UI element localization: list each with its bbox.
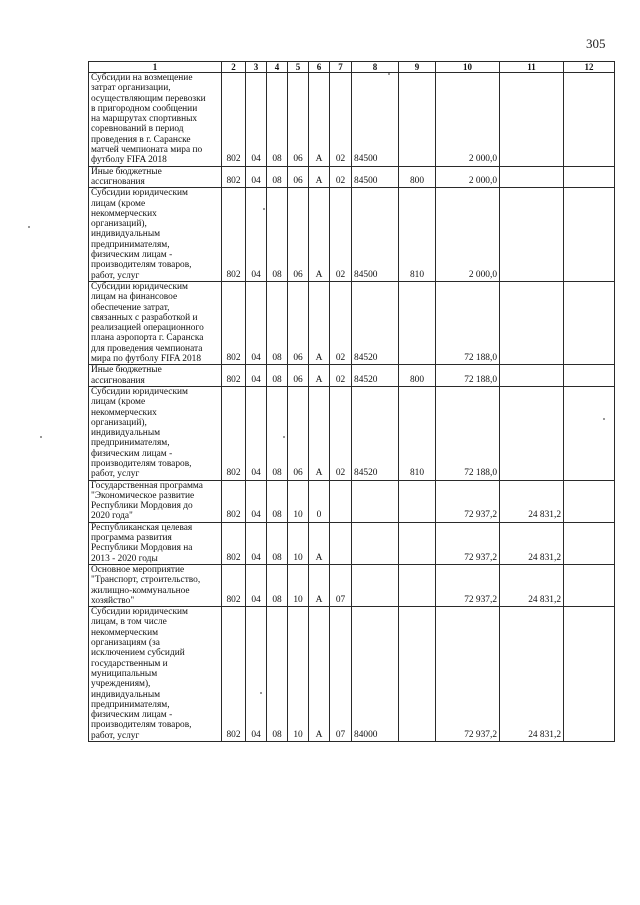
amount-col10-cell: 2 000,0 — [436, 73, 500, 167]
table-row — [89, 166, 615, 188]
direction-code-cell: 84500 — [352, 166, 399, 188]
measure-code-cell: 02 — [330, 281, 352, 364]
description-cell: Субсидии юридическим лицам, в том числе некоммерческим организациям (за исключением субсидий государственным и муниципальным учреждениям), индивидуальным предпринимателям, физическим лицам - производителям товаров, работ, услуг — [89, 607, 222, 742]
description-cell: Республиканская целевая программа развития Республики Мордовия на 2013 - 2020 годы — [89, 522, 222, 564]
section-code-cell: 04 — [246, 365, 267, 387]
description-cell: Основное мероприятие "Транспорт, строительство, жилищно-коммунальное хозяйство" — [89, 564, 222, 606]
measure-code-cell — [330, 480, 352, 522]
measure-code-cell: 02 — [330, 188, 352, 282]
direction-code-cell: 84500 — [352, 73, 399, 167]
section-code-cell: 04 — [246, 166, 267, 188]
expense-type-cell — [399, 607, 436, 742]
description-cell: Субсидии юридическим лицам на финансовое обеспечение затрат, связанных с разработкой и реализацией операционного плана аэропорта г. Саранска для проведения чемпионата мира по футболу FIFA 2018 — [89, 281, 222, 364]
amount-col10-cell: 2 000,0 — [436, 188, 500, 282]
subprogram-code-cell: А — [309, 564, 330, 606]
subsection-code-cell: 08 — [267, 73, 288, 167]
budget-code-cell: 802 — [222, 73, 246, 167]
budget-code-cell: 802 — [222, 480, 246, 522]
measure-code-cell: 02 — [330, 73, 352, 167]
amount-col12-cell — [564, 480, 615, 522]
measure-code-cell: 07 — [330, 607, 352, 742]
expense-type-cell: 810 — [399, 386, 436, 480]
amount-col11-cell — [500, 73, 564, 167]
amount-col10-cell: 72 937,2 — [436, 564, 500, 606]
measure-code-cell: 02 — [330, 365, 352, 387]
amount-col10-cell: 72 937,2 — [436, 607, 500, 742]
program-code-cell: 06 — [288, 365, 309, 387]
column-header: 1 — [89, 62, 222, 73]
section-code-cell: 04 — [246, 480, 267, 522]
expense-type-cell — [399, 281, 436, 364]
section-code-cell: 04 — [246, 73, 267, 167]
direction-code-cell: 84520 — [352, 386, 399, 480]
expense-type-cell — [399, 564, 436, 606]
subprogram-code-cell: А — [309, 188, 330, 282]
column-header: 7 — [330, 62, 352, 73]
amount-col11-cell: 24 831,2 — [500, 480, 564, 522]
description-cell: Субсидии юридическим лицам (кроме некоммерческих организаций), индивидуальным предпринимателям, физическим лицам - производителям товаров, работ, услуг — [89, 188, 222, 282]
section-code-cell: 04 — [246, 188, 267, 282]
program-code-cell: 06 — [288, 386, 309, 480]
subprogram-code-cell: 0 — [309, 480, 330, 522]
section-code-cell: 04 — [246, 564, 267, 606]
amount-col11-cell: 24 831,2 — [500, 522, 564, 564]
column-header: 5 — [288, 62, 309, 73]
direction-code-cell: 84000 — [352, 607, 399, 742]
description-cell: Субсидии на возмещение затрат организации, осуществляющим перевозки в пригородном сообщении на маршрутах спортивных соревнований в период проведения в г. Саранске матчей чемпионата мира по футболу FIFA 2018 — [89, 73, 222, 167]
amount-col11-cell: 24 831,2 — [500, 564, 564, 606]
amount-col12-cell — [564, 386, 615, 480]
amount-col12-cell — [564, 607, 615, 742]
program-code-cell: 10 — [288, 607, 309, 742]
amount-col11-cell — [500, 188, 564, 282]
table-row — [89, 564, 615, 606]
amount-col12-cell — [564, 188, 615, 282]
expense-type-cell: 800 — [399, 365, 436, 387]
subsection-code-cell: 08 — [267, 522, 288, 564]
scan-speck — [28, 226, 30, 228]
subsection-code-cell: 08 — [267, 480, 288, 522]
scan-speck — [260, 692, 262, 694]
scan-speck — [388, 73, 390, 75]
amount-col10-cell: 72 188,0 — [436, 281, 500, 364]
subsection-code-cell: 08 — [267, 607, 288, 742]
column-header: 8 — [352, 62, 399, 73]
measure-code-cell — [330, 522, 352, 564]
subprogram-code-cell: А — [309, 386, 330, 480]
amount-col12-cell — [564, 564, 615, 606]
column-header: 6 — [309, 62, 330, 73]
subprogram-code-cell: А — [309, 607, 330, 742]
subsection-code-cell: 08 — [267, 188, 288, 282]
table-row — [89, 480, 615, 522]
amount-col11-cell — [500, 365, 564, 387]
program-code-cell: 10 — [288, 480, 309, 522]
subsection-code-cell: 08 — [267, 281, 288, 364]
subprogram-code-cell: А — [309, 166, 330, 188]
amount-col11-cell: 24 831,2 — [500, 607, 564, 742]
program-code-cell: 10 — [288, 564, 309, 606]
scan-speck — [263, 208, 265, 210]
table-body — [89, 73, 615, 742]
amount-col12-cell — [564, 365, 615, 387]
budget-table — [88, 61, 615, 742]
amount-col10-cell: 72 937,2 — [436, 522, 500, 564]
program-code-cell: 06 — [288, 73, 309, 167]
direction-code-cell: 84520 — [352, 365, 399, 387]
subprogram-code-cell: А — [309, 281, 330, 364]
program-code-cell: 06 — [288, 166, 309, 188]
program-code-cell: 06 — [288, 188, 309, 282]
measure-code-cell: 02 — [330, 166, 352, 188]
budget-code-cell: 802 — [222, 166, 246, 188]
table-row — [89, 365, 615, 387]
expense-type-cell — [399, 480, 436, 522]
table-row — [89, 73, 615, 167]
program-code-cell: 10 — [288, 522, 309, 564]
budget-code-cell: 802 — [222, 188, 246, 282]
amount-col11-cell — [500, 386, 564, 480]
column-header: 3 — [246, 62, 267, 73]
column-header: 9 — [399, 62, 436, 73]
subprogram-code-cell: А — [309, 73, 330, 167]
description-cell: Иные бюджетные ассигнования — [89, 365, 222, 387]
budget-code-cell: 802 — [222, 522, 246, 564]
table-row — [89, 607, 615, 742]
program-code-cell: 06 — [288, 281, 309, 364]
column-header: 2 — [222, 62, 246, 73]
table-row — [89, 281, 615, 364]
column-header: 11 — [500, 62, 564, 73]
amount-col12-cell — [564, 166, 615, 188]
column-header: 12 — [564, 62, 615, 73]
amount-col10-cell: 72 188,0 — [436, 386, 500, 480]
expense-type-cell — [399, 522, 436, 564]
amount-col12-cell — [564, 281, 615, 364]
section-code-cell: 04 — [246, 607, 267, 742]
subsection-code-cell: 08 — [267, 386, 288, 480]
table-row — [89, 386, 615, 480]
subsection-code-cell: 08 — [267, 166, 288, 188]
amount-col12-cell — [564, 522, 615, 564]
measure-code-cell: 07 — [330, 564, 352, 606]
direction-code-cell — [352, 480, 399, 522]
description-cell: Иные бюджетные ассигнования — [89, 166, 222, 188]
amount-col10-cell: 2 000,0 — [436, 166, 500, 188]
amount-col11-cell — [500, 281, 564, 364]
budget-code-cell: 802 — [222, 564, 246, 606]
budget-code-cell: 802 — [222, 386, 246, 480]
budget-code-cell: 802 — [222, 281, 246, 364]
subprogram-code-cell: А — [309, 522, 330, 564]
expense-type-cell: 810 — [399, 188, 436, 282]
direction-code-cell: 84500 — [352, 188, 399, 282]
scan-speck — [40, 436, 42, 438]
amount-col10-cell: 72 937,2 — [436, 480, 500, 522]
column-header-row — [89, 62, 615, 73]
scan-speck — [603, 418, 605, 420]
subsection-code-cell: 08 — [267, 564, 288, 606]
section-code-cell: 04 — [246, 522, 267, 564]
direction-code-cell — [352, 522, 399, 564]
budget-code-cell: 802 — [222, 607, 246, 742]
section-code-cell: 04 — [246, 281, 267, 364]
page-number: 305 — [586, 36, 606, 51]
amount-col12-cell — [564, 73, 615, 167]
expense-type-cell — [399, 73, 436, 167]
table-row — [89, 188, 615, 282]
table-row — [89, 522, 615, 564]
expense-type-cell: 800 — [399, 166, 436, 188]
section-code-cell: 04 — [246, 386, 267, 480]
column-header: 4 — [267, 62, 288, 73]
amount-col11-cell — [500, 166, 564, 188]
subsection-code-cell: 08 — [267, 365, 288, 387]
direction-code-cell — [352, 564, 399, 606]
column-header: 10 — [436, 62, 500, 73]
amount-col10-cell: 72 188,0 — [436, 365, 500, 387]
description-cell: Государственная программа "Экономическое развитие Республики Мордовия до 2020 года" — [89, 480, 222, 522]
direction-code-cell: 84520 — [352, 281, 399, 364]
scan-speck — [283, 436, 285, 438]
budget-code-cell: 802 — [222, 365, 246, 387]
subprogram-code-cell: А — [309, 365, 330, 387]
description-cell: Субсидии юридическим лицам (кроме некоммерческих организаций), индивидуальным предпринимателям, физическим лицам - производителям товаров, работ, услуг — [89, 386, 222, 480]
measure-code-cell: 02 — [330, 386, 352, 480]
